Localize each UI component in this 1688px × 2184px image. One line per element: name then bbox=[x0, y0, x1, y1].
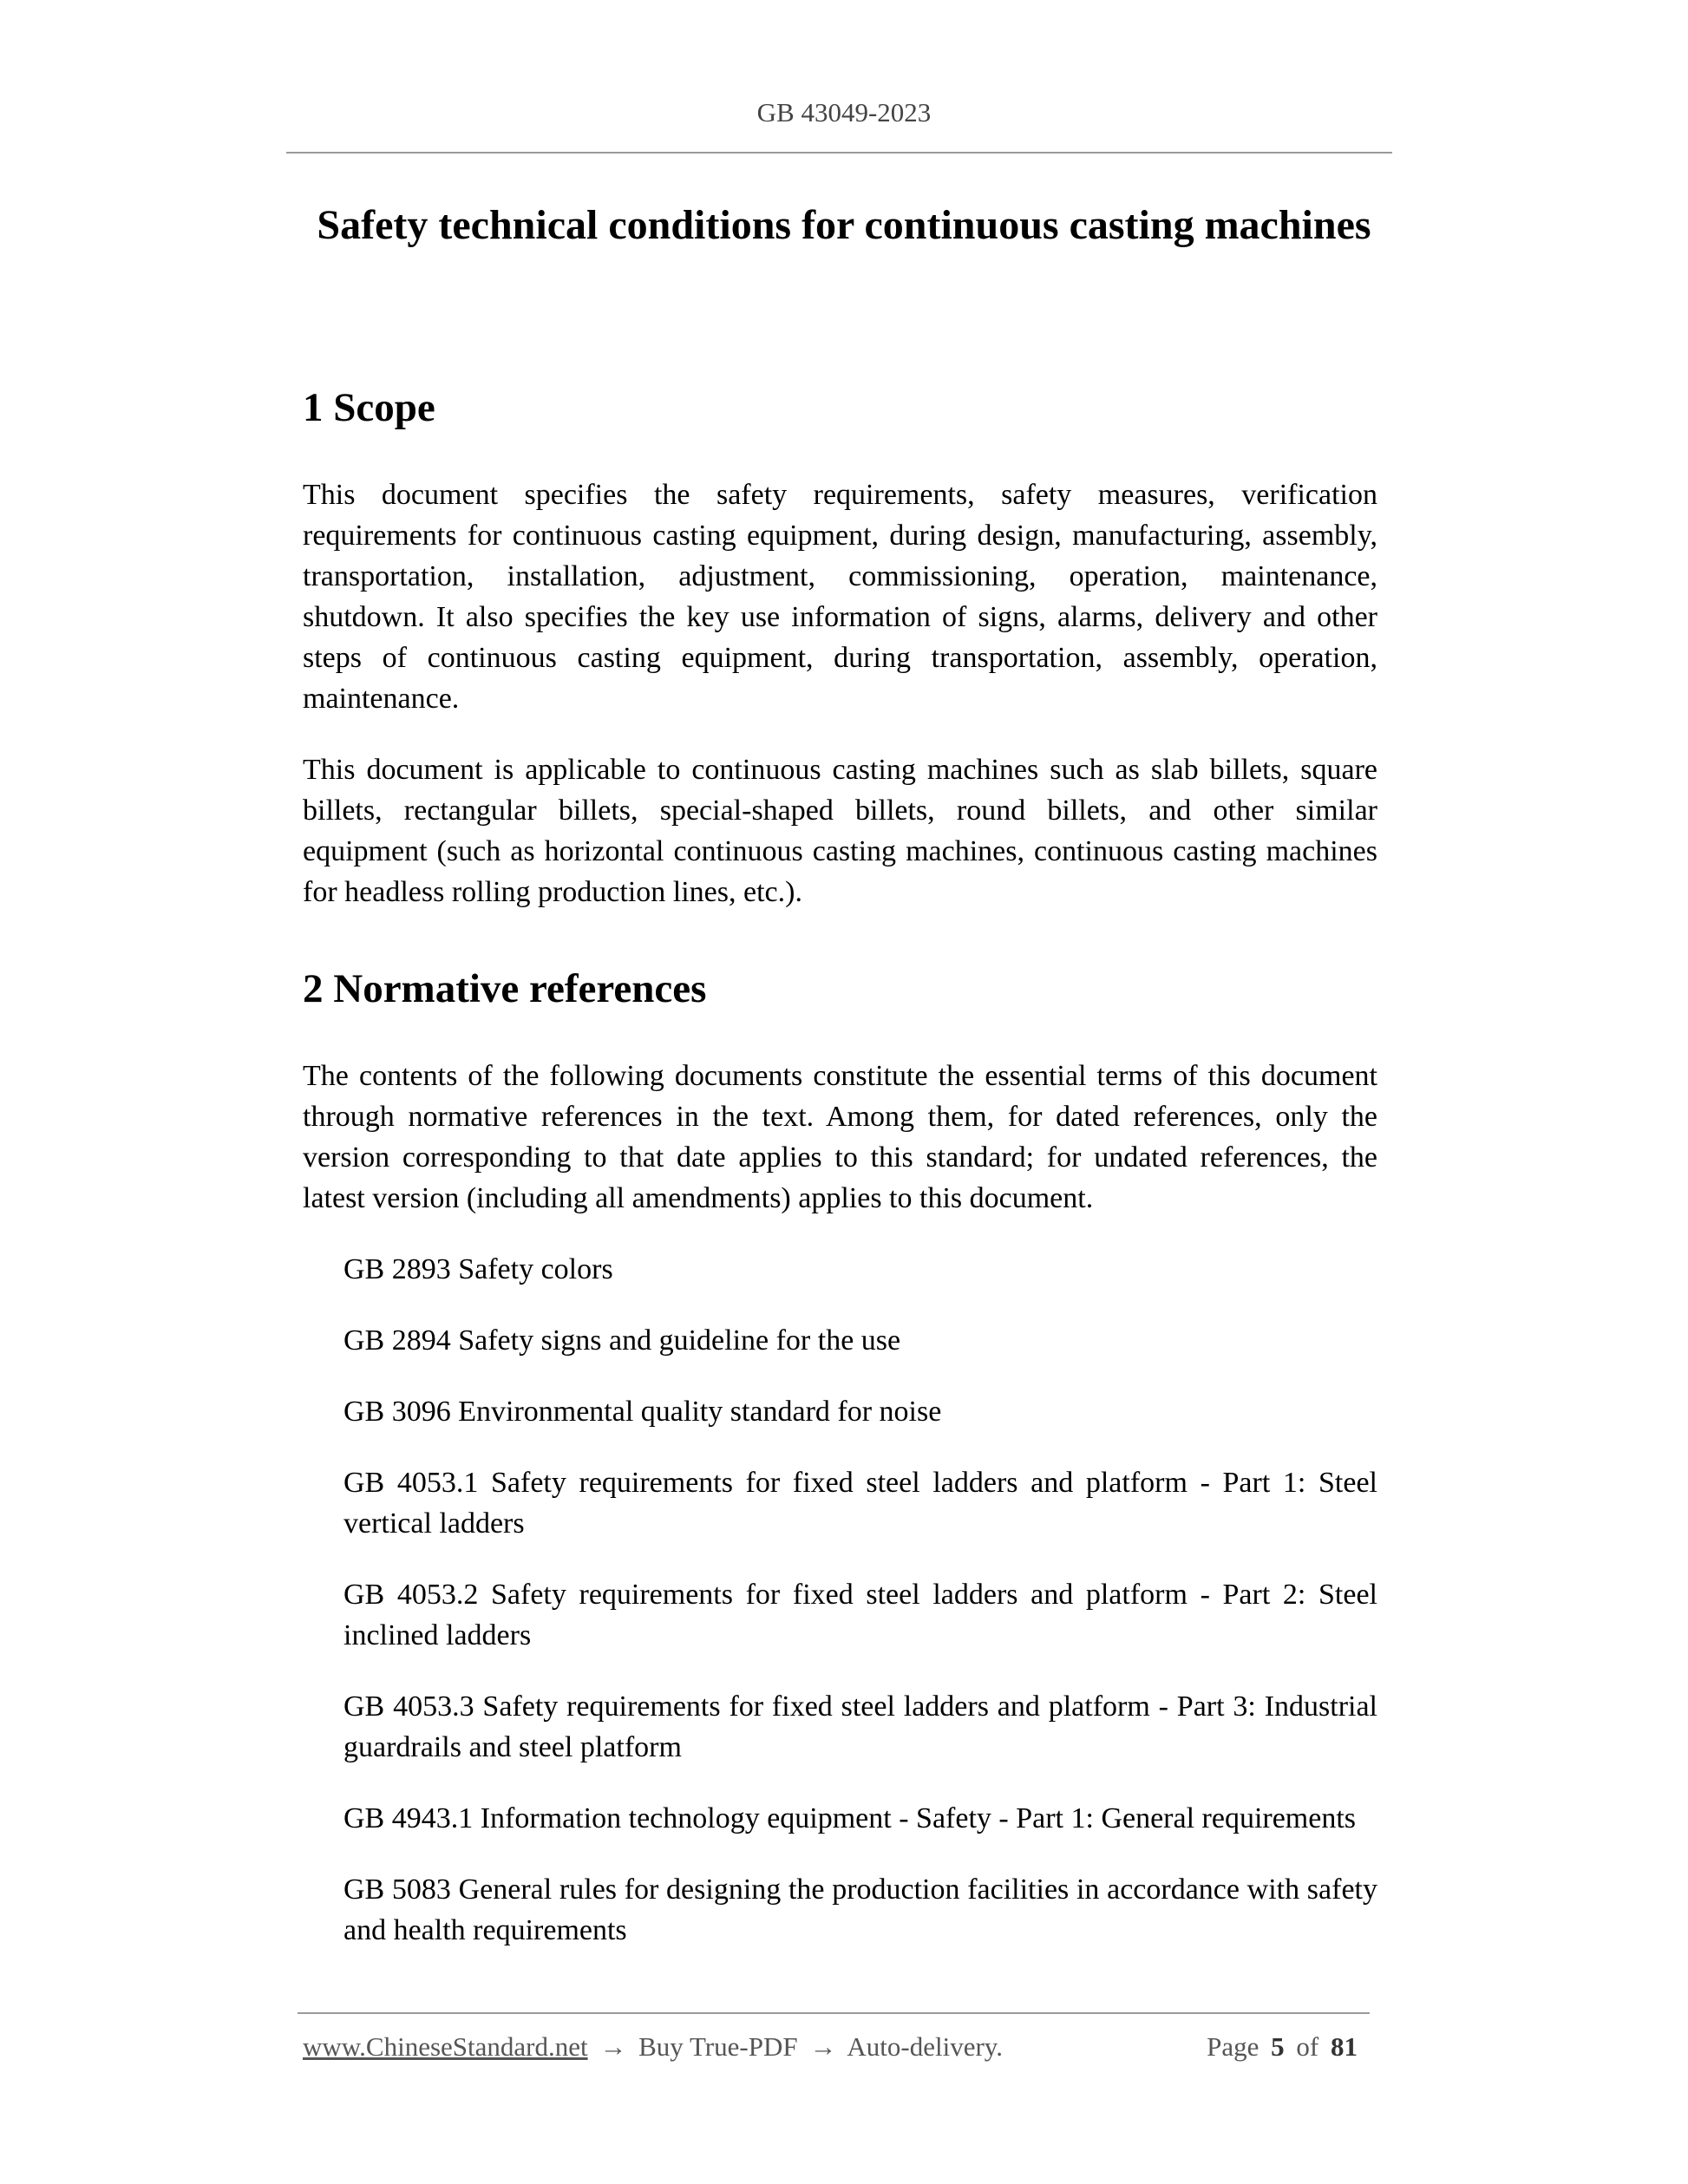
reference-item: GB 4053.1 Safety requirements for fixed steel ladders and platform - Part 1: Steel vertical ladders bbox=[343, 1467, 1377, 1540]
auto-delivery-text: Auto-delivery. bbox=[847, 2031, 1004, 2062]
page-indicator bbox=[1207, 2028, 1363, 2066]
section-heading-scope: 1 Scope bbox=[303, 385, 435, 430]
references-intro-paragraph: The contents of the following documents constitute the essential terms of this document through normative references in the text. Among them, for dated references, only the version corresponding to that date applies to this standard; for undated references, the latest version (including all amendments) applies to this document. bbox=[303, 1060, 1377, 1214]
scope-paragraph: This document is applicable to continuous casting machines such as slab billets, square billets, rectangular billets, special-shaped billets, round billets, and other similar equipment (such as horizontal continuous casting machines, continuous casting machines for headless rolling production lines, etc.). bbox=[303, 754, 1377, 908]
site-link[interactable]: www.ChineseStandard.net bbox=[303, 2031, 588, 2062]
reference-list bbox=[303, 1249, 1377, 1951]
reference-item: GB 3096 Environmental quality standard for noise bbox=[343, 1396, 942, 1428]
section-heading-normative-references: 2 Normative references bbox=[303, 966, 707, 1011]
page-footer bbox=[303, 2028, 1370, 2066]
footer-divider bbox=[298, 2012, 1370, 2014]
of-label: of bbox=[1296, 2031, 1319, 2062]
reference-item: GB 4053.2 Safety requirements for fixed steel ladders and platform - Part 2: Steel inclined ladders bbox=[343, 1579, 1377, 1651]
buy-pdf-text: Buy True-PDF bbox=[638, 2031, 798, 2062]
reference-item: GB 2893 Safety colors bbox=[343, 1253, 613, 1285]
reference-item: GB 4053.3 Safety requirements for fixed steel ladders and platform - Part 3: Industrial guardrails and steel platform bbox=[343, 1690, 1377, 1763]
right-arrow-icon: → bbox=[809, 2031, 837, 2062]
reference-item: GB 4943.1 Information technology equipment - Safety - Part 1: General requirements bbox=[343, 1802, 1357, 1834]
header-document-code: GB 43049-2023 bbox=[756, 97, 932, 128]
reference-item: GB 2894 Safety signs and guideline for the use bbox=[343, 1324, 901, 1357]
current-page-number: 5 bbox=[1271, 2031, 1285, 2062]
document-title: Safety technical conditions for continuous casting machines bbox=[317, 202, 1371, 248]
right-arrow-icon: → bbox=[599, 2031, 627, 2062]
total-pages-number: 81 bbox=[1331, 2031, 1358, 2062]
page-label: Page bbox=[1207, 2031, 1259, 2062]
scope-paragraph: This document specifies the safety requirements, safety measures, verification requirements for continuous casting equipment, during design, manufacturing, assembly, transportation, installation, adjustment, commissioning, operation, maintenance, shutdown. It also specifies the key use information of signs, alarms, delivery and other steps of continuous casting equipment, during transportation, assembly, operation, maintenance. bbox=[303, 479, 1377, 715]
reference-item: GB 5083 General rules for designing the production facilities in accordance with safety and health requirements bbox=[343, 1873, 1377, 1946]
header-divider bbox=[286, 152, 1392, 154]
document-body bbox=[303, 382, 1377, 1981]
